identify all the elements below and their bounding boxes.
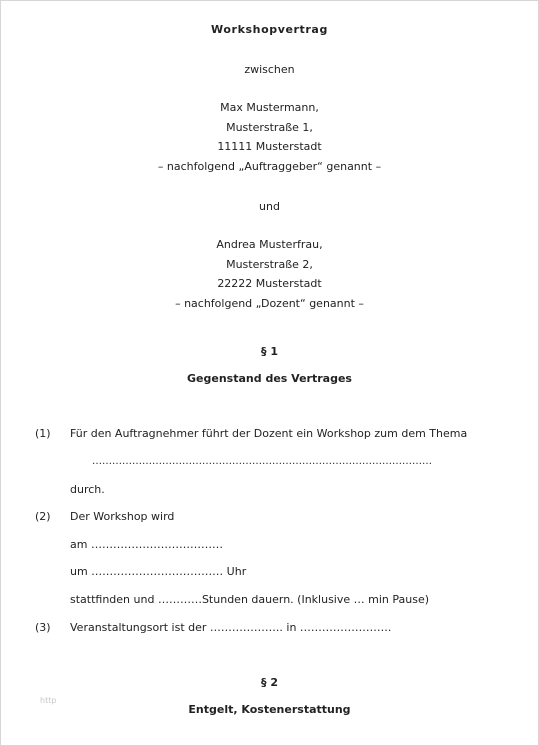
party2-role: – nachfolgend „Dozent“ genannt –	[175, 297, 364, 310]
clause3-number: (3)	[35, 621, 51, 634]
section2-number: § 2	[261, 676, 278, 689]
party2-street: Musterstraße 2,	[226, 258, 313, 271]
clause1-number: (1)	[35, 427, 51, 440]
clause1-suffix: durch.	[70, 483, 105, 496]
watermark-text: http	[40, 696, 57, 705]
clause3-text: Veranstaltungsort ist der ……………….. in …………………….	[70, 621, 392, 634]
party2-name: Andrea Musterfrau,	[216, 238, 323, 251]
clause2-duration-line: stattfinden und …………Stunden dauern. (Inklusive … min Pause)	[70, 593, 430, 606]
section2-heading: Entgelt, Kostenerstattung	[188, 703, 351, 716]
section1-heading: Gegenstand des Vertrages	[187, 372, 352, 385]
party2-city: 22222 Musterstadt	[217, 277, 322, 290]
clause1-text: Für den Auftragnehmer führt der Dozent ein Workshop zum dem Thema	[70, 427, 468, 440]
and-text: und	[259, 200, 280, 213]
clause2-text: Der Workshop wird	[70, 510, 175, 523]
party1-name: Max Mustermann,	[220, 101, 319, 114]
section1-number: § 1	[261, 345, 278, 358]
clause1-topic-blank: …………………………………………………………………………………………	[92, 456, 432, 467]
clause2-time-line: um ……………………………… Uhr	[70, 565, 247, 578]
clause2-date-line: am ………………………………	[70, 538, 223, 551]
party1-city: 11111 Musterstadt	[217, 140, 322, 153]
clause2-number: (2)	[35, 510, 51, 523]
document-title: Workshopvertrag	[211, 23, 328, 36]
between-text: zwischen	[244, 63, 295, 76]
party1-role: – nachfolgend „Auftraggeber“ genannt –	[157, 160, 382, 173]
party1-street: Musterstraße 1,	[226, 121, 313, 134]
